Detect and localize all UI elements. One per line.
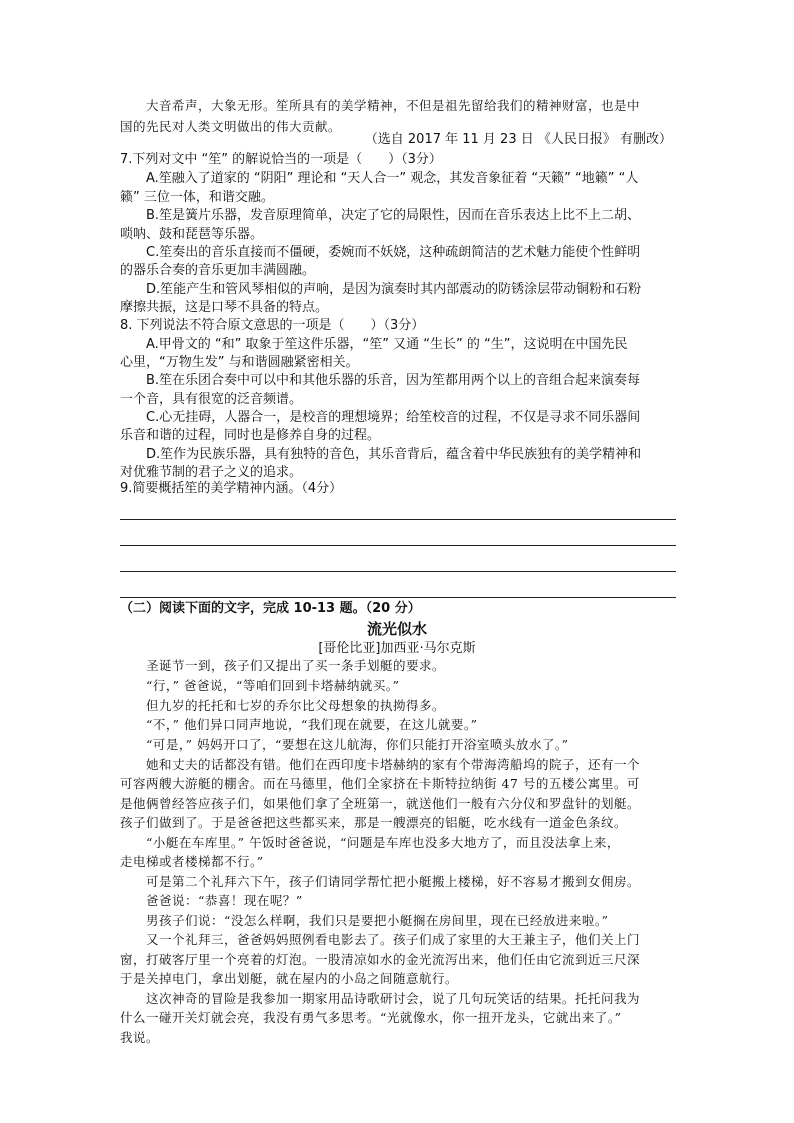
q8-option-a: A.甲骨文的 “和” 取象于笙这件乐器，“笙” 又通 “生长” 的 “生”，这说明在中国先民: [146, 337, 628, 352]
question-8-stem: 8. 下列说法不符合原文意思的一项是（ ）（3分）: [120, 318, 425, 333]
story-line: “小艇在车库里。” 午饭时爸爸说，“问题是车库也没多大地方了，而且没法拿上来，: [146, 835, 620, 850]
q7-option-b-cont: 唢呐、鼓和琵琶等乐器。: [120, 227, 264, 242]
story-line: 走电梯或者楼梯都不行。”: [120, 854, 264, 869]
answer-line[interactable]: [120, 545, 676, 546]
section-heading: （二）阅读下面的文字，完成 10-13 题。（20 分）: [120, 601, 421, 616]
story-line: 男孩子们说：“没怎么样啊，我们只是要把小艇搁在房间里，现在已经放进来啦。”: [146, 913, 609, 928]
q7-option-a-cont: 籁” 三位一体，和谐交融。: [120, 190, 274, 205]
q8-option-a-cont: 心里，“万物生发” 与和谐圆融紧密相关。: [120, 355, 359, 370]
story-line: “行，” 爸爸说，“等咱们回到卡塔赫纳就买。”: [146, 678, 400, 693]
q7-option-b: B.笙是簧片乐器，发音原理简单，决定了它的局限性，因而在音乐表达上比不上二胡、: [146, 208, 641, 223]
story-line: 窗，打破客厅里一个亮着的灯泡。一股清凉如水的金光流泻出来，他们任由它流到近三尺深: [120, 952, 641, 967]
q8-option-d-cont: 对优雅节制的君子之义的追求。: [120, 465, 303, 480]
story-line: 但九岁的托托和七岁的乔尔比父母想象的执拗得多。: [146, 698, 446, 713]
story-line: 可是第二个礼拜六下午，孩子们请同学帮忙把小艇搬上楼梯，好不容易才搬到女佣房。: [146, 874, 641, 889]
q8-option-c: C.心无挂碍，人器合一，是校音的理想境界；给笙校音的过程，不仅是寻求不同乐器间: [146, 410, 641, 425]
q8-option-c-cont: 乐音和谐的过程，同时也是修养自身的过程。: [120, 428, 381, 443]
q7-option-a: A.笙融入了道家的 “阴阳” 理论和 “天人合一” 观念，其发音象征着 “天籁” “地籁” “人: [146, 171, 639, 186]
passage-line: 国的先民对人类文明做出的伟大贡献。: [120, 119, 342, 134]
q7-option-c-cont: 的器乐合奏的音乐更加丰满圆融。: [120, 263, 316, 278]
story-title: 流光似水: [366, 620, 427, 638]
q8-option-b-cont: 一个音，具有很宽的泛音频谱。: [120, 392, 303, 407]
story-line: 她和丈夫的话都没有错。他们在西印度卡塔赫纳的家有个带海湾船坞的院子，还有一个: [146, 757, 641, 772]
q7-option-c: C.笙奏出的音乐直接而不僵硬，委婉而不妖娆，这种疏朗简洁的艺术魅力能使个性鲜明: [146, 245, 641, 260]
q8-option-d: D.笙作为民族乐器，具有独特的音色，其乐音背后，蕴含着中华民族独有的美学精神和: [146, 447, 642, 462]
answer-line[interactable]: [120, 597, 676, 598]
story-line: 可容两艘大游艇的棚舍。而在马德里，他们全家挤在卡斯特拉纳街 47 号的五楼公寓里。可: [120, 776, 640, 791]
story-line: “不，” 他们异口同声地说，“我们现在就要，在这儿就要。”: [146, 717, 478, 732]
story-line: 什么一碰开关灯就会亮，我没有勇气多思考。“光就像水，你一扭开龙头，它就出来了。”: [120, 1010, 622, 1025]
story-line: 这次神奇的冒险是我参加一期家用品诗歌研讨会，说了几句玩笑话的结果。托托问我为: [146, 991, 641, 1006]
story-author: [哥伦比亚]加西亚·马尔克斯: [318, 641, 476, 656]
story-line: 孩子们做到了。于是爸爸把这些都买来，那是一艘漂亮的铝艇，吃水线有一道金色条纹。: [120, 815, 628, 830]
passage-line: 大音希声，大象无形。笙所具有的美学精神，不但是祖先留给我们的精神财富，也是中: [146, 98, 641, 113]
question-9-stem: 9.简要概括笙的美学精神内涵。（4分）: [120, 481, 343, 496]
story-line: 于是关掉电门，拿出划艇，就在屋内的小岛之间随意航行。: [120, 971, 459, 986]
story-line: 是他俩曾经答应孩子们，如果他们拿了全班第一，就送他们一般有六分仪和罗盘针的划艇。: [120, 796, 641, 811]
story-line: 爸爸说：“恭喜！现在呢？”: [146, 893, 303, 908]
q8-option-b: B.笙在乐团合奏中可以中和其他乐器的乐音，因为笙都用两个以上的音组合起来演奏每: [146, 373, 641, 388]
story-line: 圣诞节一到，孩子们又提出了买一条手划艇的要求。: [146, 658, 446, 673]
question-7-stem: 7.下列对文中 “笙” 的解说恰当的一项是（ ）（3分）: [120, 152, 442, 167]
story-line: 又一个礼拜三，爸爸妈妈照例看电影去了。孩子们成了家里的大王兼主子，他们关上门: [146, 932, 641, 947]
q7-option-d: D.笙能产生和管风琴相似的声响，是因为演奏时其内部震动的防锈涂层带动铜粉和石粉: [146, 282, 642, 297]
answer-line[interactable]: [120, 519, 676, 520]
source-citation: （选自 2017 年 11 月 23 日 《人民日报》 有删改）: [364, 132, 672, 147]
story-line: “可是，” 妈妈开口了，“要想在这儿航海，你们只能打开浴室喷头放水了。”: [146, 737, 569, 752]
q7-option-d-cont: 摩擦共振，这是口琴不具备的特点。: [120, 300, 329, 315]
story-line: 我说。: [120, 1030, 160, 1045]
answer-line[interactable]: [120, 571, 676, 572]
